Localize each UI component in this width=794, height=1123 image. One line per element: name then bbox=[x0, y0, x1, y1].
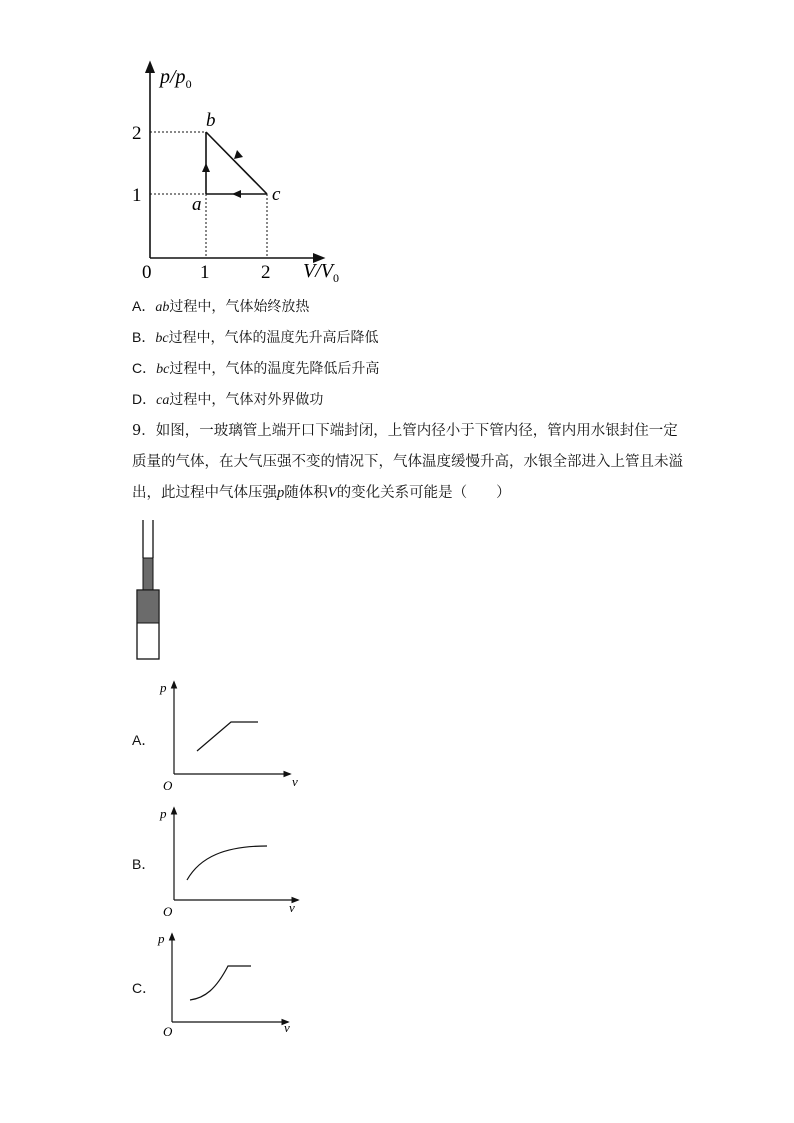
option-c[interactable]: C．bc过程中，气体的温度先降低后升高 bbox=[132, 360, 380, 377]
svg-text:O: O bbox=[163, 778, 173, 793]
graph-a-key[interactable]: A． bbox=[132, 732, 156, 748]
y-axis-label: $p/p_0$ bbox=[160, 66, 192, 91]
svg-text:v: v bbox=[292, 774, 298, 789]
svg-text:p: p bbox=[160, 680, 167, 695]
option-a[interactable]: A．ab过程中，气体始终放热 bbox=[132, 298, 310, 315]
curve-a bbox=[197, 722, 258, 751]
glass-tube-figure bbox=[132, 520, 172, 662]
x-axis-label: $V/V_0$ bbox=[303, 260, 339, 285]
svg-text:v: v bbox=[284, 1020, 290, 1035]
graph-a bbox=[150, 676, 310, 796]
graph-b-key[interactable]: B． bbox=[132, 856, 156, 872]
q9-line-2: 质量的气体，在大气压强不变的情况下，气体温度缓慢升高，水银全部进入上管且未溢 bbox=[132, 454, 683, 470]
svg-text:p: p bbox=[158, 931, 165, 946]
x-tick-1: 1 bbox=[200, 262, 210, 283]
curve-c bbox=[190, 966, 251, 1000]
arrow-ab bbox=[202, 163, 210, 172]
x-tick-2: 2 bbox=[261, 262, 271, 283]
svg-text:O: O bbox=[163, 904, 173, 919]
pv-cycle-diagram bbox=[120, 55, 360, 295]
y-tick-2: 2 bbox=[132, 123, 142, 144]
q9-line-1: 9．如图，一玻璃管上端开口下端封闭，上管内径小于下管内径，管内用水银封住一定 bbox=[132, 423, 678, 439]
origin-label: 0 bbox=[142, 262, 152, 283]
option-d[interactable]: D．ca过程中，气体对外界做功 bbox=[132, 391, 324, 408]
mercury-upper bbox=[143, 558, 153, 590]
svg-text:O: O bbox=[163, 1024, 173, 1039]
y-tick-1: 1 bbox=[132, 185, 142, 206]
graph-c bbox=[150, 926, 310, 1046]
option-b[interactable]: B．bc过程中，气体的温度先升高后降低 bbox=[132, 329, 379, 346]
q9-line-3: 出，此过程中气体压强p随体积V的变化关系可能是（ ） bbox=[132, 485, 511, 501]
graph-b bbox=[150, 802, 310, 922]
mercury-lower bbox=[137, 590, 159, 623]
process-bc bbox=[206, 132, 267, 194]
svg-text:v: v bbox=[289, 900, 295, 915]
graph-c-key[interactable]: C． bbox=[132, 980, 157, 996]
arrow-ca bbox=[232, 190, 241, 198]
point-b-label: b bbox=[206, 110, 216, 131]
point-c-label: c bbox=[272, 184, 281, 205]
svg-text:p: p bbox=[160, 806, 167, 821]
arrow-bc bbox=[234, 150, 243, 159]
curve-b bbox=[187, 846, 267, 880]
point-a-label: a bbox=[192, 194, 202, 215]
